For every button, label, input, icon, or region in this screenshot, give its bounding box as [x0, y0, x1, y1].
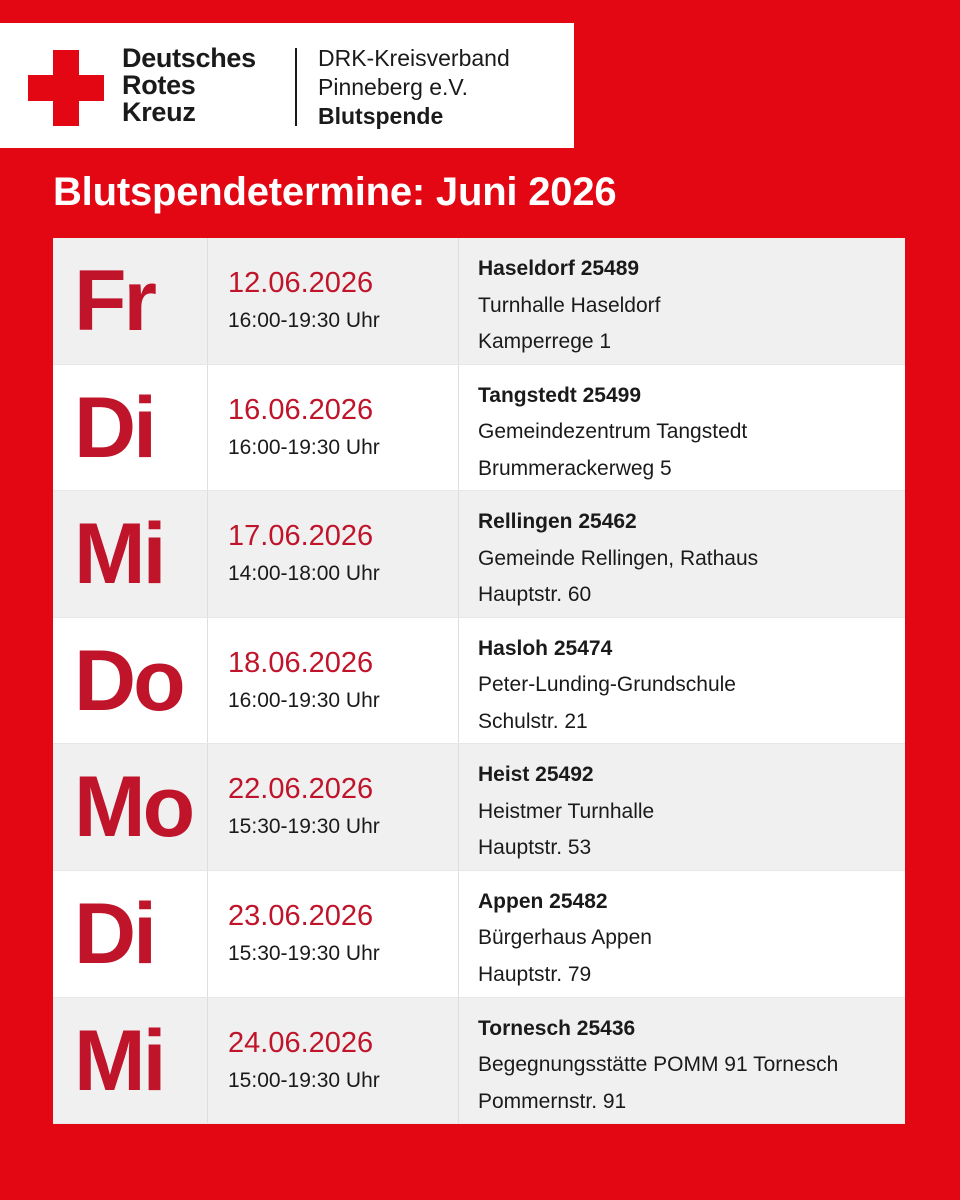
page-title: Blutspendetermine: Juni 2026 — [53, 170, 617, 214]
column-divider — [207, 618, 208, 744]
column-divider — [458, 618, 459, 744]
column-divider — [207, 238, 208, 364]
event-venue: Begegnungsstätte POMM 91 Tornesch — [478, 1053, 839, 1077]
event-place: Tangstedt 25499 — [478, 383, 642, 407]
event-time: 16:00-19:30 Uhr — [228, 309, 380, 332]
column-divider — [207, 998, 208, 1124]
column-divider — [458, 871, 459, 997]
event-row — [53, 871, 905, 998]
event-location — [478, 884, 652, 994]
column-divider — [207, 871, 208, 997]
event-time: 16:00-19:30 Uhr — [228, 435, 380, 459]
column-divider — [458, 744, 459, 870]
column-divider — [207, 744, 208, 870]
event-location — [478, 504, 758, 614]
event-place: Tornesch 25436 — [478, 1016, 636, 1040]
logo-divider — [295, 48, 297, 126]
column-divider — [458, 491, 459, 617]
events-table — [53, 238, 905, 1124]
branch-department: Blutspende — [318, 103, 444, 129]
event-time: 16:00-19:30 Uhr — [228, 688, 380, 712]
event-location — [478, 251, 660, 361]
column-divider — [458, 998, 459, 1124]
event-time: 14:00-18:00 Uhr — [228, 562, 380, 586]
org-name — [122, 45, 256, 126]
event-date: 22.06.2026 — [228, 773, 374, 806]
event-venue: Gemeinde Rellingen, Rathaus — [478, 546, 759, 570]
event-date: 18.06.2026 — [228, 646, 374, 679]
event-location — [478, 378, 747, 488]
column-divider — [207, 365, 208, 491]
event-street: Pommernstr. 91 — [478, 1089, 627, 1113]
event-location — [478, 757, 654, 867]
event-weekday: Di — [74, 885, 154, 982]
event-time: 15:30-19:30 Uhr — [228, 815, 380, 839]
logo-header — [0, 23, 574, 148]
event-venue: Peter-Lunding-Grundschule — [478, 673, 736, 697]
branch-line: DRK-Kreisverband — [318, 45, 510, 71]
event-place: Rellingen 25462 — [478, 510, 637, 534]
event-time: 15:30-19:30 Uhr — [228, 941, 380, 965]
event-date: 23.06.2026 — [228, 899, 374, 932]
event-row — [53, 365, 905, 492]
event-date: 24.06.2026 — [228, 1026, 374, 1059]
event-venue: Bürgerhaus Appen — [478, 926, 652, 950]
event-location — [478, 1011, 838, 1121]
event-street: Hauptstr. 60 — [478, 583, 592, 607]
event-row — [53, 491, 905, 618]
org-name-line: Deutsches — [122, 43, 256, 73]
event-place: Heist 25492 — [478, 763, 594, 787]
event-time: 15:00-19:30 Uhr — [228, 1068, 380, 1092]
column-divider — [458, 238, 459, 364]
event-weekday: Do — [74, 632, 183, 729]
event-place: Hasloh 25474 — [478, 636, 613, 660]
event-row — [53, 238, 905, 365]
column-divider — [207, 491, 208, 617]
event-venue: Heistmer Turnhalle — [478, 799, 655, 823]
event-row — [53, 744, 905, 871]
event-location — [478, 631, 736, 741]
event-street: Brummerackerweg 5 — [478, 456, 672, 480]
event-place: Haseldorf 25489 — [478, 257, 640, 280]
event-weekday: Fr — [74, 253, 154, 349]
event-weekday: Mi — [74, 506, 164, 603]
branch-name — [318, 44, 510, 131]
event-venue: Turnhalle Haseldorf — [478, 293, 661, 317]
event-venue: Gemeindezentrum Tangstedt — [478, 420, 748, 444]
event-weekday: Mi — [74, 1012, 164, 1109]
event-date: 17.06.2026 — [228, 520, 374, 553]
event-street: Hauptstr. 79 — [478, 962, 592, 986]
event-date: 12.06.2026 — [228, 267, 374, 299]
event-place: Appen 25482 — [478, 889, 608, 913]
branch-line: Pinneberg e.V. — [318, 74, 469, 100]
org-name-line: Rotes — [122, 70, 196, 100]
event-row — [53, 998, 905, 1125]
event-row — [53, 618, 905, 745]
column-divider — [458, 365, 459, 491]
org-name-line: Kreuz — [122, 97, 196, 127]
event-date: 16.06.2026 — [228, 393, 374, 426]
event-weekday: Di — [74, 379, 154, 476]
event-street: Schulstr. 21 — [478, 709, 588, 733]
red-cross-icon — [28, 50, 104, 126]
event-weekday: Mo — [74, 759, 193, 856]
event-street: Kamperrege 1 — [478, 330, 612, 353]
event-street: Hauptstr. 53 — [478, 836, 592, 860]
